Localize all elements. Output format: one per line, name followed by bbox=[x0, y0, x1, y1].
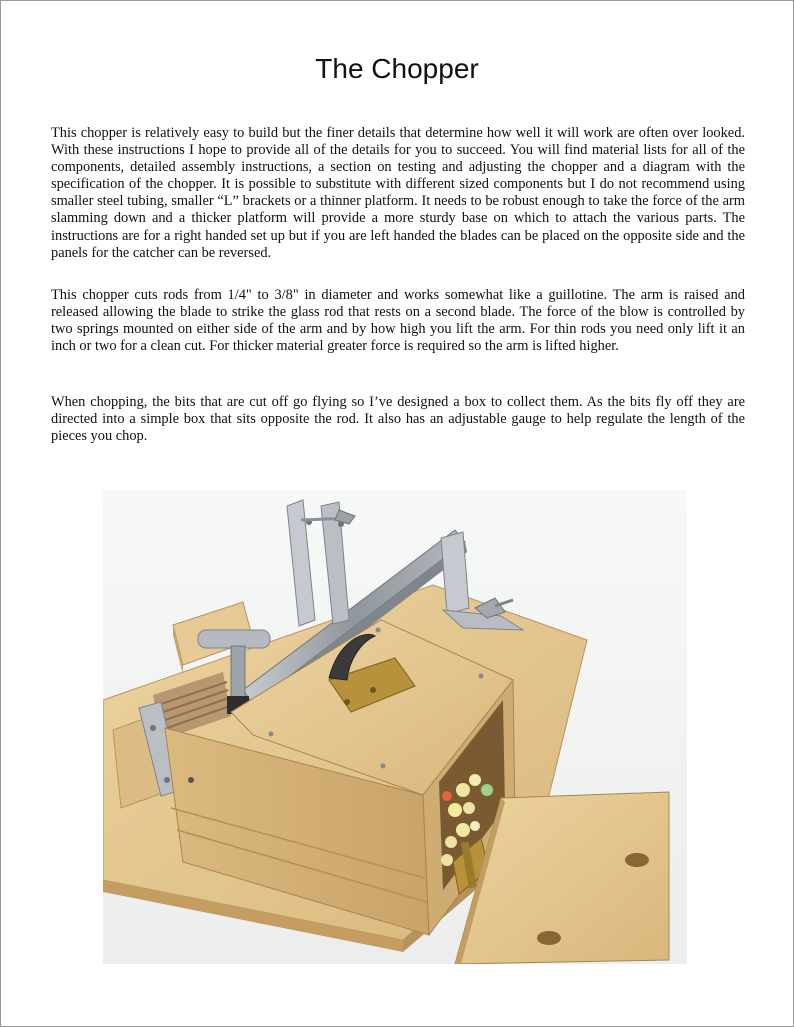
function-paragraph: This chopper cuts rods from 1/4" to 3/8" in diameter and works somewhat like a guillotine. The arm is raised and released allowing the blade to strike the glass rod that rests on a second blade. The force of the blow is controlled by two springs mounted on either side of the arm and by how high you lift the arm. For thin rods you need only lift it an inch or two for a clean cut. For thicker material greater force is required so the arm is lifted higher. bbox=[51, 287, 745, 355]
chopper-photo bbox=[103, 490, 687, 964]
chopper-illustration bbox=[103, 490, 687, 964]
intro-paragraph: This chopper is relatively easy to build but the finer details that determine how well it will work are often over looked. With these instructions I hope to provide all of the details for you to succeed. You will find material lists for all of the components, detailed assembly instructions, a section on testing and adjusting the chopper and a diagram with the specification of the chopper. It is possible to substitute with different sized components but I do not recommend using smaller steel tubing, smaller “L” brackets or a thinner platform. It needs to be robust enough to take the force of the arm slamming down and a thicker platform will provide a more sturdy base on which to attach the various parts. The instructions are for a right handed set up but if you are left handed the blades can be placed on the opposite side and the panels for the catcher can be reversed. bbox=[51, 125, 745, 261]
catcher-paragraph: When chopping, the bits that are cut off go flying so I’ve designed a box to collect them. As the bits fly off they are directed into a simple box that sits opposite the rod. It also has an adjustable gauge to help regulate the length of the pieces you chop. bbox=[51, 394, 745, 445]
page-title: The Chopper bbox=[315, 53, 479, 84]
